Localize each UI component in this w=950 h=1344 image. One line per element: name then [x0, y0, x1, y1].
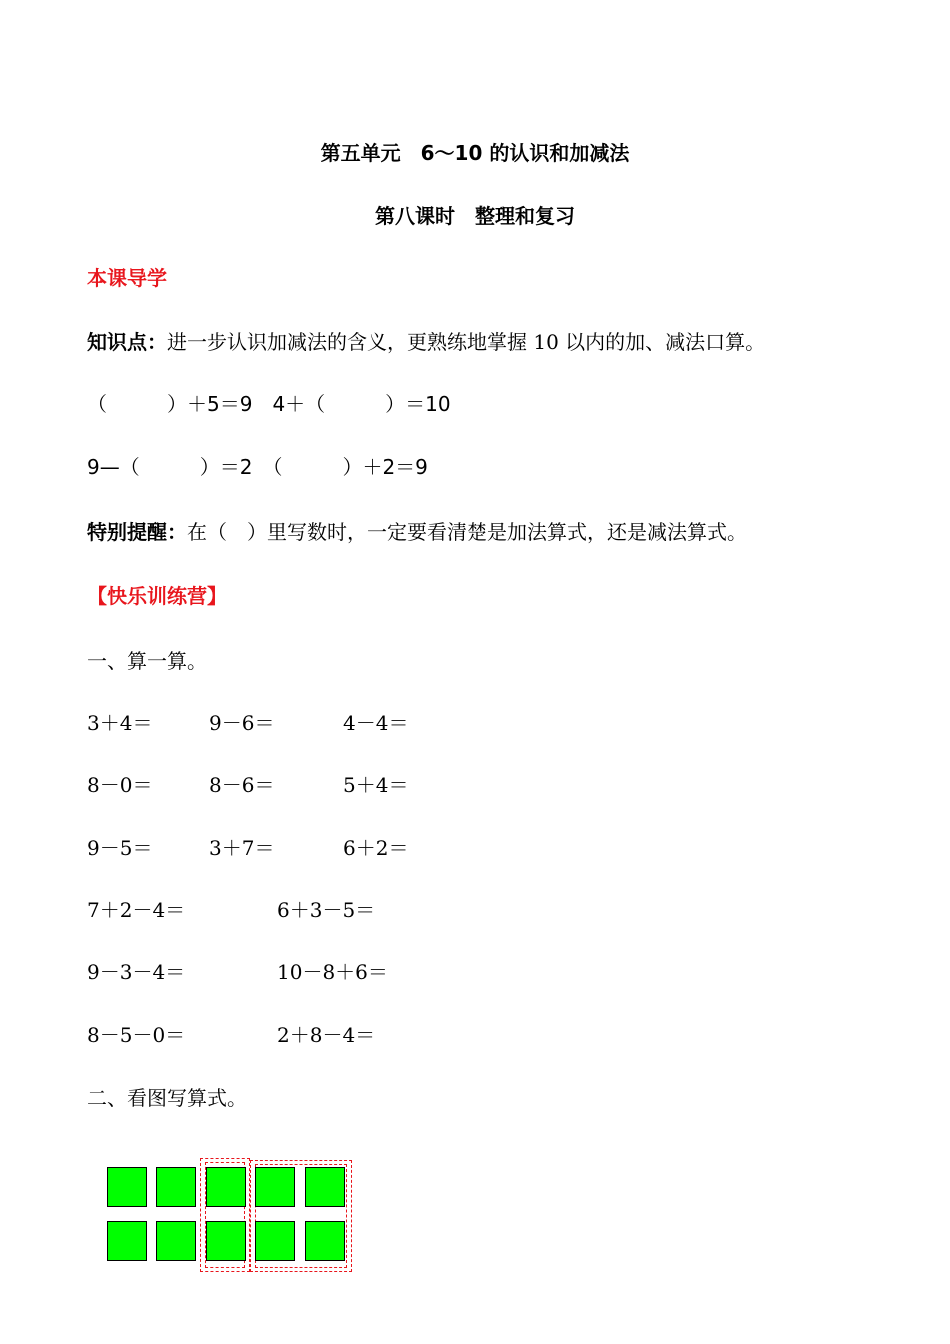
lesson-title: 第八课时 整理和复习: [375, 204, 575, 228]
expression: 8－6＝: [209, 773, 275, 797]
green-square: [305, 1221, 345, 1261]
expression: 10－8＋6＝: [277, 960, 388, 984]
expression: 9－3－4＝: [87, 960, 186, 984]
expression: 3＋7＝: [209, 836, 275, 860]
expression: 7＋2－4＝: [87, 898, 186, 922]
knowledge-label: 知识点：: [87, 330, 167, 354]
expression: 9－5＝: [87, 836, 153, 860]
section1-title: 一、算一算。: [87, 649, 207, 673]
practice-heading: 【快乐训练营】: [87, 584, 227, 608]
section2-title: 二、看图写算式。: [87, 1086, 247, 1110]
unit-title: 第五单元 6～10 的认识和加减法: [320, 141, 630, 165]
green-square: [305, 1167, 345, 1207]
example-line-1: （ ）＋5＝9 4＋（ ）＝10: [87, 392, 451, 416]
green-square: [156, 1167, 196, 1207]
example-line-2: 9—（ ）＝2 （ ）＋2＝9: [87, 455, 428, 479]
expression: 8－5－0＝: [87, 1023, 186, 1047]
expression: 6＋2＝: [343, 836, 409, 860]
expression: 9－6＝: [209, 711, 275, 735]
knowledge-point: [87, 329, 765, 355]
knowledge-text: 进一步认识加减法的含义，更熟练地掌握 10 以内的加、减法口算。: [167, 330, 766, 354]
expression: 2＋8－4＝: [277, 1023, 376, 1047]
expression: 5＋4＝: [343, 773, 409, 797]
green-square: [206, 1221, 246, 1261]
reminder-text: 在（ ）里写数时，一定要看清楚是加法算式，还是减法算式。: [187, 520, 747, 544]
green-square: [156, 1221, 196, 1261]
square-figure: [104, 1158, 356, 1276]
expression: 3＋4＝: [87, 711, 153, 735]
expression: 4－4＝: [343, 711, 409, 735]
green-square: [107, 1167, 147, 1207]
green-square: [206, 1167, 246, 1207]
expression: 6＋3－5＝: [277, 898, 376, 922]
green-square: [255, 1221, 295, 1261]
reminder: [87, 519, 747, 545]
guide-heading: 本课导学: [87, 266, 167, 290]
green-square: [107, 1221, 147, 1261]
expression: 8－0＝: [87, 773, 153, 797]
reminder-label: 特别提醒：: [87, 520, 187, 544]
green-square: [255, 1167, 295, 1207]
